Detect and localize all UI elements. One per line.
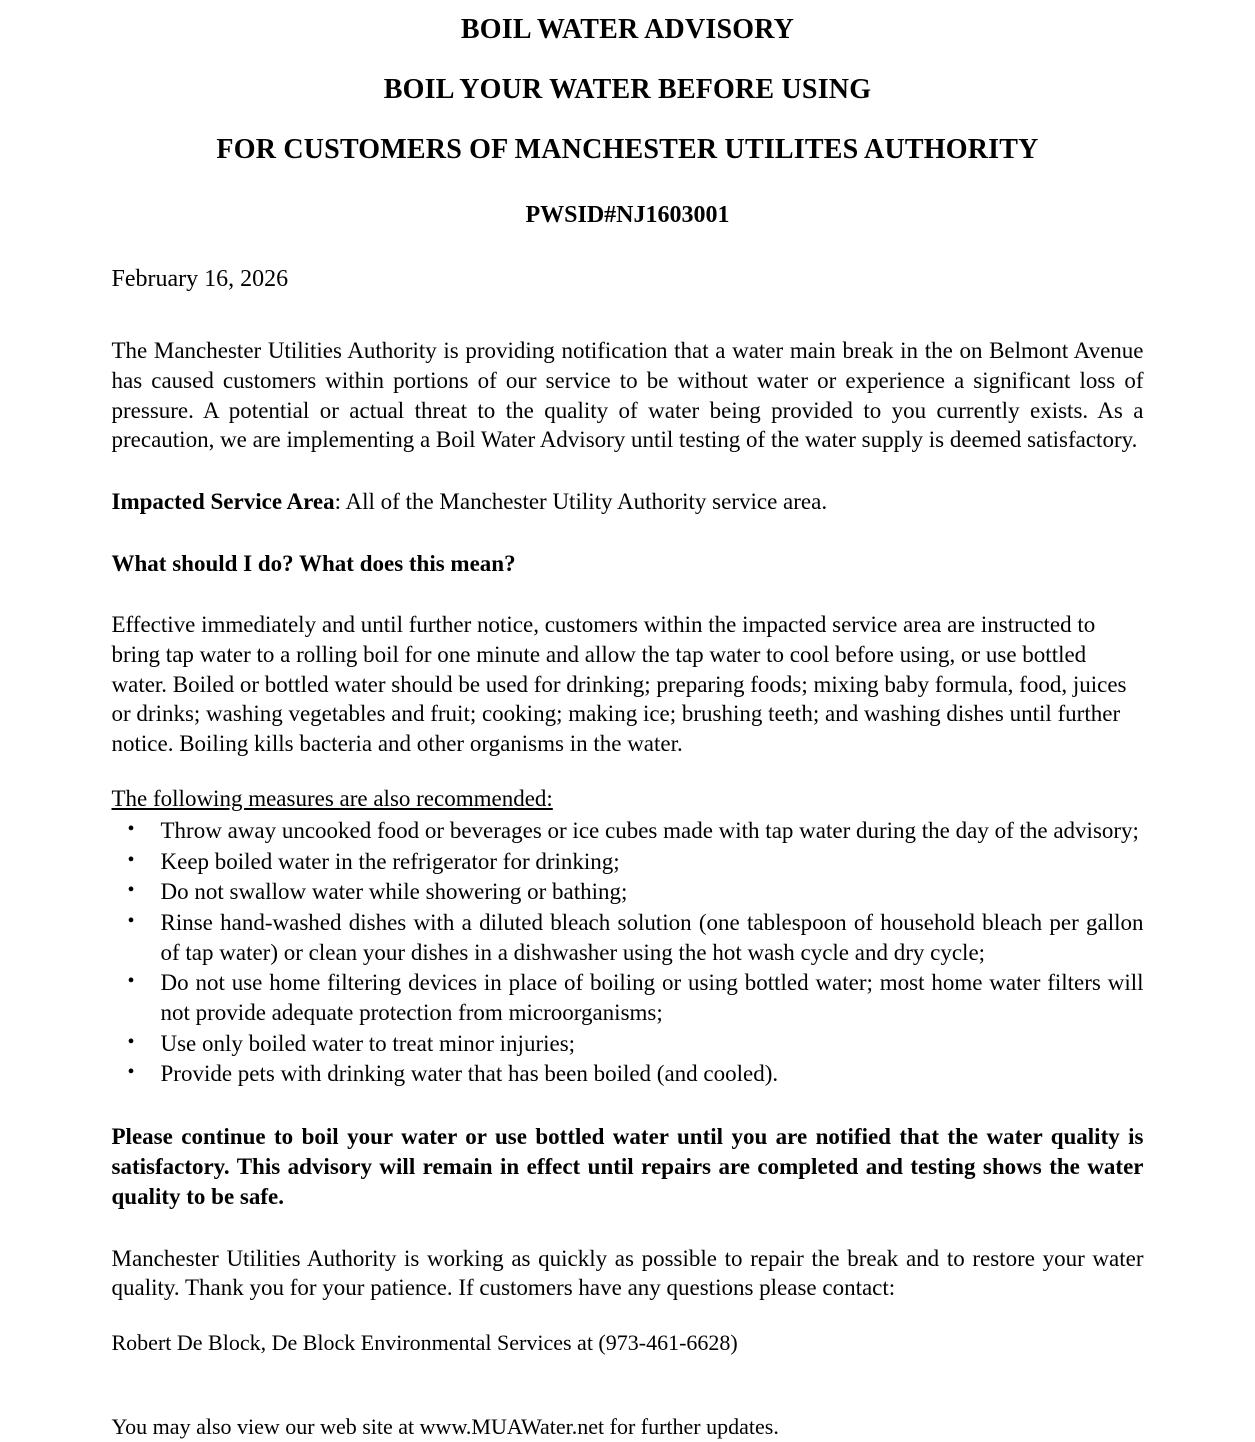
impacted-service-area-label: Impacted Service Area [111,488,335,514]
closing-bold-paragraph: Please continue to boil your water or use bottled water until you are notified that the water quality is satisfactory. This advisory will remain in effect until repairs are completed and testing shows the water quality to be safe. [111,1124,1144,1209]
list-item [112,877,1144,907]
impacted-service-area-line [112,487,1144,517]
list-item-text: Do not swallow water while showering or bathing; [160,879,628,905]
advisory-title-line-1: BOIL WATER ADVISORY [460,14,795,45]
list-item-text: Do not use home filtering devices in place of boiling or using bottled water; most home water filters will not provide adequate protection from microorganisms; [160,970,1144,1026]
list-item-text: Keep boiled water in the refrigerator for drinking; [160,848,620,874]
list-item-text: Rinse hand-washed dishes with a diluted bleach solution (one tablespoon of household bleach per gallon of tap water) or clean your dishes in a dishwasher using the hot wash cycle and dry cycle; [160,910,1144,965]
list-item-text: Provide pets with drinking water that has been boiled (and cooled). [160,1061,779,1087]
list-item [112,968,1144,1027]
spacer [112,517,1144,549]
spacer [112,294,1144,336]
spacer [112,1212,1144,1244]
what-should-i-do-heading: What should I do? What does this mean? [111,550,516,576]
list-item [112,1029,1144,1059]
list-item [112,816,1144,846]
spacer [112,1357,1144,1413]
spacer [112,1090,1144,1122]
repair-paragraph: Manchester Utilities Authority is working as quickly as possible to repair the break and to restore your water quality. Thank you for your patience. If customers have any questions please contact: [111,1245,1144,1301]
spacer [112,758,1144,784]
notice-date: February 16, 2026 [111,266,289,292]
advisory-title-line-2: BOIL YOUR WATER BEFORE USING [383,74,872,105]
list-item [112,1059,1144,1089]
contact-line: Robert De Block, De Block Environmental Services at (973-461-6628) [111,1330,738,1356]
impacted-service-area-value: All of the Manchester Utility Authority service area. [345,488,828,514]
impacted-service-area-separator: : [334,488,346,514]
website-line: You may also view our web site at www.MUAWater.net for further updates. [111,1414,779,1440]
recommended-measures-list [112,816,1144,1089]
intro-paragraph: The Manchester Utilities Authority is providing notification that a water main break in the on Belmont Avenue has caused customers within portions of our service to be without water or experience a significant loss of pressure. A potential or actual threat to the quality of water being provided to you currently exists. As a precaution, we are implementing a Boil Water Advisory until testing of the water supply is deemed satisfactory. [111,338,1144,453]
spacer [112,455,1144,487]
list-item-text: Throw away uncooked food or beverages or ice cubes made with tap water during the day of the advisory; [160,818,1139,844]
measures-heading [112,784,1144,814]
pwsid-label: PWSID#NJ1603001 [525,202,730,228]
measures-heading-text: The following measures are also recommended: [111,786,553,812]
list-item [112,908,1144,967]
spacer [112,1303,1144,1329]
list-item-text: Use only boiled water to treat minor injuries; [160,1030,576,1056]
document-content [112,0,1144,1442]
list-item [112,847,1144,877]
advisory-title-line-3: FOR CUSTOMERS OF MANCHESTER UTILITES AUTHORITY [216,134,1039,165]
what-should-i-do-paragraph: Effective immediately and until further notice, customers within the impacted service area are instructed to bring tap water to a rolling boil for one minute and allow the tap water to cool before using, or use bottled water. Boiled or bottled water should be used for drinking; preparing foods; mixing baby formula, food, juices or drinks; washing vegetables and fruit; cooking; making ice; brushing teeth; and washing dishes until further notice. Boiling kills bacteria and other organisms in the water. [111,612,1127,756]
spacer [112,578,1144,610]
